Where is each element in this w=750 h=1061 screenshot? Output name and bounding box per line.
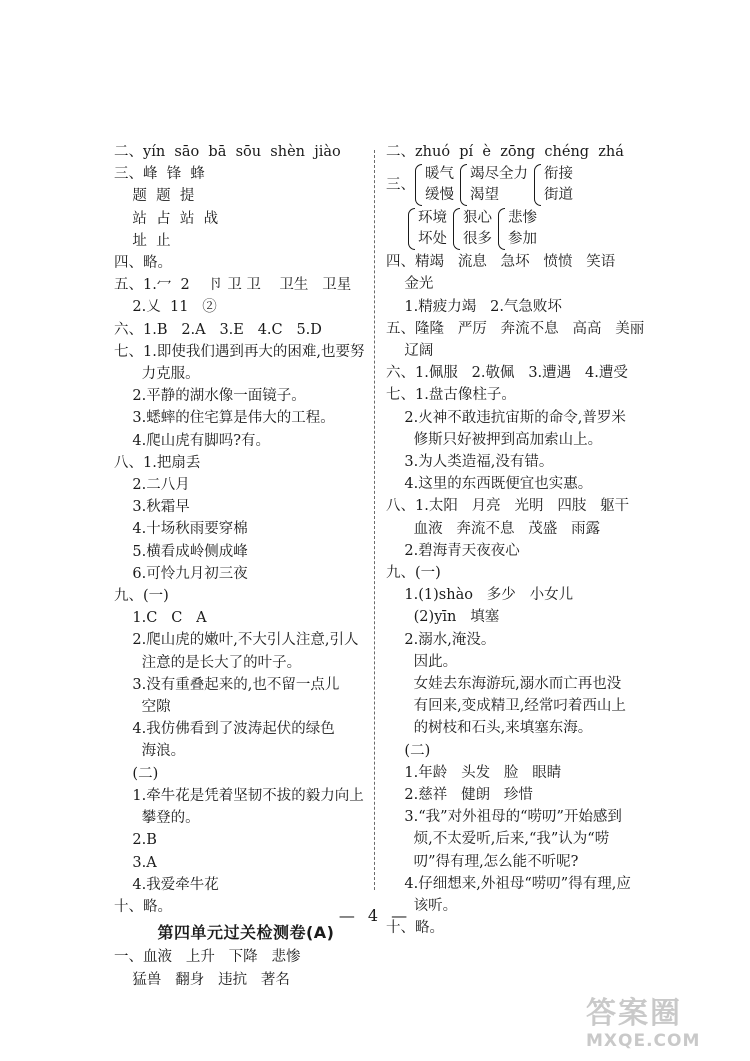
- answer-line: 五、1.冖 2 卪 卫 卫 卫生 卫星: [114, 277, 352, 294]
- word-pair-group: [415, 164, 454, 206]
- answer-line: 十、略。: [114, 898, 172, 915]
- word-pair-group: [408, 208, 447, 250]
- word: 竭尽全力: [470, 166, 528, 183]
- word: 暖气: [425, 166, 454, 183]
- answer-line: 七、1.即使我们遇到再大的困难,也要努: [114, 343, 365, 360]
- answer-line: 4.爬山虎有脚吗?有。: [114, 432, 271, 449]
- brace-icon: [534, 164, 541, 206]
- answer-line: 4.我仿佛看到了波涛起伏的绿色: [114, 721, 335, 738]
- word: 街道: [544, 187, 573, 204]
- word-pair-group: [453, 208, 492, 250]
- word: 环境: [418, 210, 447, 227]
- answer-line: 六、1.B 2.A 3.E 4.C 5.D: [114, 321, 322, 338]
- answer-line: 四、精竭 流息 急坏 愤愤 笑语: [386, 254, 616, 271]
- answer-line: 4.这里的东西既便宜也实惠。: [386, 476, 593, 493]
- answer-line: 2.溺水,淹没。: [386, 631, 496, 648]
- answer-line: 七、1.盘古像柱子。: [386, 387, 516, 404]
- section-title: 第四单元过关检测卷(A): [157, 923, 335, 943]
- answer-line: 的树枝和石头,来填塞东海。: [386, 720, 593, 737]
- answer-line: 3.秋霜早: [114, 499, 190, 516]
- answer-line: 女娃去东海游玩,溺水而亡再也没: [386, 676, 622, 693]
- brace-icon: [453, 208, 460, 250]
- brace-icon: [415, 164, 422, 206]
- answer-line: 一、血液 上升 下降 悲惨: [114, 949, 301, 966]
- answer-line: 2.B: [114, 832, 157, 849]
- answer-line: 六、1.佩服 2.敬佩 3.遭遇 4.遭受: [386, 365, 628, 382]
- answer-line: 四、略。: [114, 255, 172, 272]
- word: 狠心: [463, 210, 492, 227]
- word: 坏处: [418, 231, 447, 248]
- answer-line: 3.A: [114, 854, 157, 871]
- answer-line: 九、(一): [386, 565, 441, 582]
- column-divider: [374, 150, 375, 890]
- word: 衔接: [544, 166, 573, 183]
- answer-line: 猛兽 翻身 违抗 著名: [114, 971, 290, 988]
- answer-line: 烦,不太爱听,后来,“我”认为“唠: [386, 831, 610, 848]
- word: 渴望: [470, 187, 499, 204]
- answer-line: 二、yín sāo bā sōu shèn jiào: [114, 144, 341, 160]
- answer-line: 址 止: [114, 232, 171, 249]
- answer-line: 修斯只好被押到高加索山上。: [386, 431, 603, 448]
- answer-line: 3.“我”对外祖母的“唠叨”开始感到: [386, 809, 622, 826]
- brace-icon: [408, 208, 415, 250]
- answer-line: 3.为人类造福,没有错。: [386, 454, 554, 471]
- answer-line: 1.年龄 头发 脸 眼睛: [386, 764, 562, 781]
- answer-line: 攀登的。: [114, 810, 200, 827]
- answer-line: 力克服。: [114, 366, 200, 383]
- answer-line: 该听。: [386, 898, 458, 915]
- answer-line: 5.横看成岭侧成峰: [114, 543, 248, 560]
- page-number: — 4 —: [338, 906, 412, 925]
- answer-line: 2.火神不敢违抗宙斯的命令,普罗米: [386, 409, 626, 426]
- word-pair-group: [498, 208, 537, 250]
- word-pair-group: [534, 164, 573, 206]
- answer-line: 2.平静的湖水像一面镜子。: [114, 388, 306, 405]
- brace-icon: [460, 164, 467, 206]
- answer-line: (2)yīn 填塞: [386, 609, 500, 626]
- answer-line: 金光: [386, 276, 434, 293]
- answer-line: 2.慈祥 健朗 珍惜: [386, 787, 533, 804]
- answer-line: 海浪。: [114, 743, 186, 760]
- right-column: [386, 141, 645, 940]
- word-pair-group: [460, 164, 528, 206]
- answer-line: 1.(1)shào 多少 小女儿: [386, 587, 574, 604]
- answer-line: 血液 奔流不息 茂盛 雨露: [386, 520, 601, 537]
- answer-line: 十、略。: [386, 920, 444, 937]
- answer-line: 二、zhuó pí è zōng chéng zhá: [386, 144, 624, 160]
- answer-line: 八、1.把扇丢: [114, 454, 201, 471]
- answer-line: 4.十场秋雨要穿棉: [114, 521, 248, 538]
- answer-line: 4.我爱牵牛花: [114, 876, 219, 893]
- answer-line: 2.二八月: [114, 477, 190, 494]
- bracket-group-row: [386, 207, 638, 251]
- answer-line: 有回来,变成精卫,经常叼着西山上: [386, 698, 626, 715]
- answer-line: 2.碧海青天夜夜心: [386, 542, 520, 559]
- answer-line: 3.蟋蟀的住宅算是伟大的工程。: [114, 410, 335, 427]
- word: 悲惨: [508, 210, 537, 227]
- answer-line: 6.可怜九月初三夜: [114, 565, 248, 582]
- answer-line: 八、1.太阳 月亮 光明 四肢 躯干: [386, 498, 630, 515]
- answer-line: 题 题 提: [114, 188, 195, 205]
- answer-line: (二): [114, 765, 159, 782]
- answer-line: 3.没有重叠起来的,也不留一点儿: [114, 676, 340, 693]
- answer-line: 辽阔: [386, 343, 434, 360]
- answer-line: 2.乂 11 ②: [114, 299, 217, 316]
- word: 很多: [463, 231, 492, 248]
- answer-line: 站 占 站 战: [114, 210, 219, 227]
- watermark-text: 答案圈: [586, 996, 682, 1031]
- answer-line: 五、隆隆 严厉 奔流不息 高高 美丽: [386, 320, 645, 337]
- answer-line: 九、(一): [114, 588, 169, 605]
- answer-line: 空隙: [114, 699, 171, 716]
- brace-icon: [498, 208, 505, 250]
- answer-line: 三、峰 锋 蜂: [114, 166, 205, 183]
- bracket-group-row: [386, 163, 638, 207]
- watermark-logo: [586, 997, 726, 1059]
- answer-line: 4.仔细想来,外祖母“唠叨”得有理,应: [386, 875, 631, 892]
- word: 缓慢: [425, 187, 454, 204]
- answer-line: 因此。: [386, 653, 458, 670]
- answer-line: 叨”得有理,怎么能不听呢?: [386, 853, 579, 870]
- answer-line: (二): [386, 742, 431, 759]
- word: 参加: [508, 231, 537, 248]
- right-answer-lines: [386, 251, 645, 939]
- watermark-url: MXQE.COM: [586, 1031, 701, 1051]
- answer-line: 1.精疲力竭 2.气急败坏: [386, 298, 562, 315]
- answer-line: 注意的是长大了的叶子。: [114, 654, 302, 671]
- answer-line: 1.牵牛花是凭着坚韧不拔的毅力向上: [114, 787, 364, 804]
- left-column: [114, 141, 366, 991]
- answer-line: 2.爬山虎的嫩叶,不大引人注意,引人: [114, 632, 359, 649]
- left-answer-lines: [114, 141, 366, 918]
- question-label: 三、: [386, 177, 415, 194]
- answer-line: 1.C C A: [114, 610, 207, 627]
